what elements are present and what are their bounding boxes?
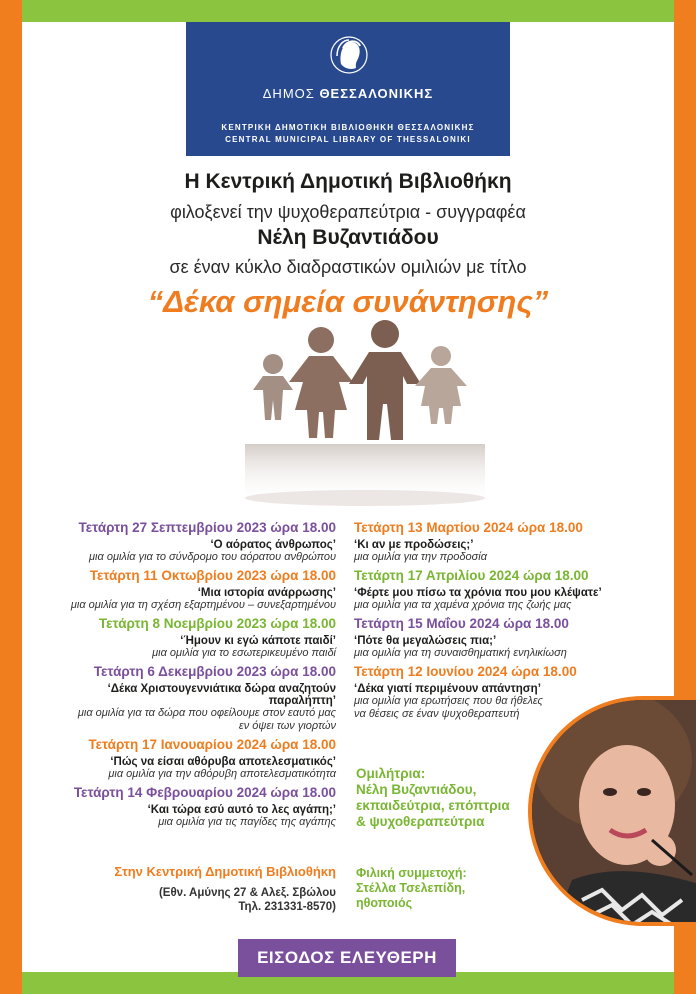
- guest-role: ηθοποιός: [356, 896, 413, 910]
- event-description: μια ομιλία για το σύνδρομο του αόρατου ανθρώπου: [89, 551, 336, 563]
- event-talk-title: ‘Και τώρα εσύ αυτό το λες αγάπη;’: [147, 804, 336, 816]
- paper-people-illustration: [235, 320, 495, 510]
- city-word: ΘΕΣΣΑΛΟΝΙΚΗΣ: [319, 86, 434, 101]
- event-talk-title: ‘Πότε θα μεγαλώσεις πια;’: [354, 635, 497, 647]
- event-date: Τετάρτη 8 Νοεμβρίου 2023 ώρα 18.00: [98, 616, 336, 631]
- speaker-credit: [356, 766, 556, 830]
- event-date: Τετάρτη 6 Δεκεμβρίου 2023 ώρα 18.00: [93, 664, 336, 679]
- event-description: μια ομιλία για τα δώρα που οφείλουμε στον εαυτό μας: [77, 707, 336, 719]
- event-description: μια ομιλία για τη συναισθηματική ενηλικίωση: [354, 647, 567, 659]
- event-date: Τετάρτη 27 Σεπτεμβρίου 2023 ώρα 18.00: [78, 520, 336, 535]
- event-description-cont: να θέσεις σε έναν ψυχοθεραπευτή: [354, 708, 520, 720]
- guest-name: Στέλλα Τσελεπίδη,: [356, 881, 466, 895]
- event-talk-title: ‘Ο αόρατος άνθρωπος’: [210, 539, 336, 551]
- event-description: μια ομιλία για το εσωτερικευμένο παιδί: [152, 647, 336, 659]
- event-date: Τετάρτη 17 Απριλίου 2024 ώρα 18.00: [354, 568, 589, 583]
- series-title: “Δέκα σημεία συνάντησης”: [147, 284, 549, 319]
- event-description: μια ομιλία για τις παγίδες της αγάπης: [158, 816, 336, 828]
- event-talk-title: ‘Δέκα Χριστουγεννιάτικα δώρα αναζητούν παραλήπτη’: [107, 683, 336, 707]
- event-item: [40, 664, 336, 733]
- speaker-role-cont: & ψυχοθεραπεύτρια: [356, 814, 485, 829]
- event-date: Τετάρτη 15 Μαΐου 2024 ώρα 18.00: [354, 616, 569, 631]
- event-item: [354, 616, 624, 660]
- event-item: [40, 785, 336, 829]
- event-date: Τετάρτη 12 Ιουνίου 2024 ώρα 18.00: [354, 664, 577, 679]
- event-item: [40, 568, 336, 612]
- event-talk-title: ‘Ήμουν κι εγώ κάποτε παιδί’: [180, 635, 336, 647]
- top-border: [0, 0, 696, 22]
- guest-credit: [356, 866, 536, 911]
- header-speaker-name: Νέλη Βυζαντιάδου: [257, 226, 439, 249]
- event-description: μια ομιλία για ερωτήσεις που θα ήθελες: [354, 695, 543, 707]
- event-item: [354, 520, 624, 564]
- event-date: Τετάρτη 11 Οκτωβρίου 2023 ώρα 18.00: [89, 568, 336, 583]
- municipality-logo-banner: [186, 22, 510, 156]
- event-talk-title: ‘Δέκα γιατί περιμένουν απάντηση’: [354, 683, 541, 695]
- speaker-portrait: [528, 696, 696, 926]
- header-library: Η Κεντρική Δημοτική Βιβλιοθήκη: [184, 170, 512, 193]
- event-date: Τετάρτη 14 Φεβρουαρίου 2024 ώρα 18.00: [73, 785, 336, 800]
- municipality-name: [186, 86, 510, 101]
- event-talk-title: ‘Φέρτε μου πίσω τα χρόνια που μου κλέψατε’: [354, 587, 602, 599]
- speaker-role: εκπαιδεύτρια, επόπτρια: [356, 798, 510, 813]
- venue-name: Στην Κεντρική Δημοτική Βιβλιοθήκη: [114, 864, 336, 879]
- event-talk-title: ‘Κι αν με προδώσεις;’: [354, 539, 474, 551]
- event-item: [354, 568, 624, 612]
- event-description: μια ομιλία για την προδοσία: [354, 551, 487, 563]
- alexander-head-icon: [329, 34, 369, 80]
- event-item: [40, 616, 336, 660]
- left-border: [0, 0, 22, 994]
- event-item: [40, 737, 336, 781]
- schedule-right-column: [354, 516, 624, 721]
- event-description: μια ομιλία για τα χαμένα χρόνια της ζωής μας: [354, 599, 572, 611]
- venue-phone: Τηλ. 231331-8570): [238, 901, 336, 913]
- municipality-word: ΔΗΜΟΣ: [262, 86, 315, 101]
- event-description: μια ομιλία για την αθόρυβη αποτελεσματικότητα: [108, 768, 336, 780]
- event-talk-title: ‘Μια ιστορία ανάρρωσης’: [197, 587, 336, 599]
- event-item: [40, 520, 336, 564]
- speaker-name: Νέλη Βυζαντιάδου,: [356, 782, 477, 797]
- venue-info: [40, 864, 336, 913]
- speaker-label: Ομιλήτρια:: [356, 766, 426, 781]
- schedule-left-column: [40, 516, 336, 829]
- free-entry-banner: ΕΙΣΟΔΟΣ ΕΛΕΥΘΕΡΗ: [238, 939, 456, 977]
- library-name-greek: ΚΕΝΤΡΙΚΗ ΔΗΜΟΤΙΚΗ ΒΙΒΛΙΟΘΗΚΗ ΘΕΣΣΑΛΟΝΙΚΗΣ: [221, 123, 475, 132]
- event-description: μια ομιλία για τη σχέση εξαρτημένου – συνεξαρτημένου: [70, 599, 336, 611]
- speaker-photo-image: [532, 700, 696, 926]
- venue-address: (Εθν. Αμύνης 27 & Αλεξ. Σβώλου: [158, 887, 336, 899]
- event-date: Τετάρτη 17 Ιανουαρίου 2024 ώρα 18.00: [88, 737, 336, 752]
- event-talk-title: ‘Πώς να είσαι αθόρυβα αποτελεσματικός’: [110, 756, 336, 768]
- library-name-english: CENTRAL MUNICIPAL LIBRARY OF THESSALONIKI: [225, 135, 471, 144]
- event-description-cont: εν όψει των γιορτών: [238, 720, 336, 732]
- guest-label: Φιλική συμμετοχή:: [356, 866, 467, 880]
- header-hosts: φιλοξενεί την ψυχοθεραπεύτρια - συγγραφέα: [170, 202, 526, 222]
- header-series: σε έναν κύκλο διαδραστικών ομιλιών με τίτλο: [169, 257, 527, 277]
- event-date: Τετάρτη 13 Μαρτίου 2024 ώρα 18.00: [354, 520, 583, 535]
